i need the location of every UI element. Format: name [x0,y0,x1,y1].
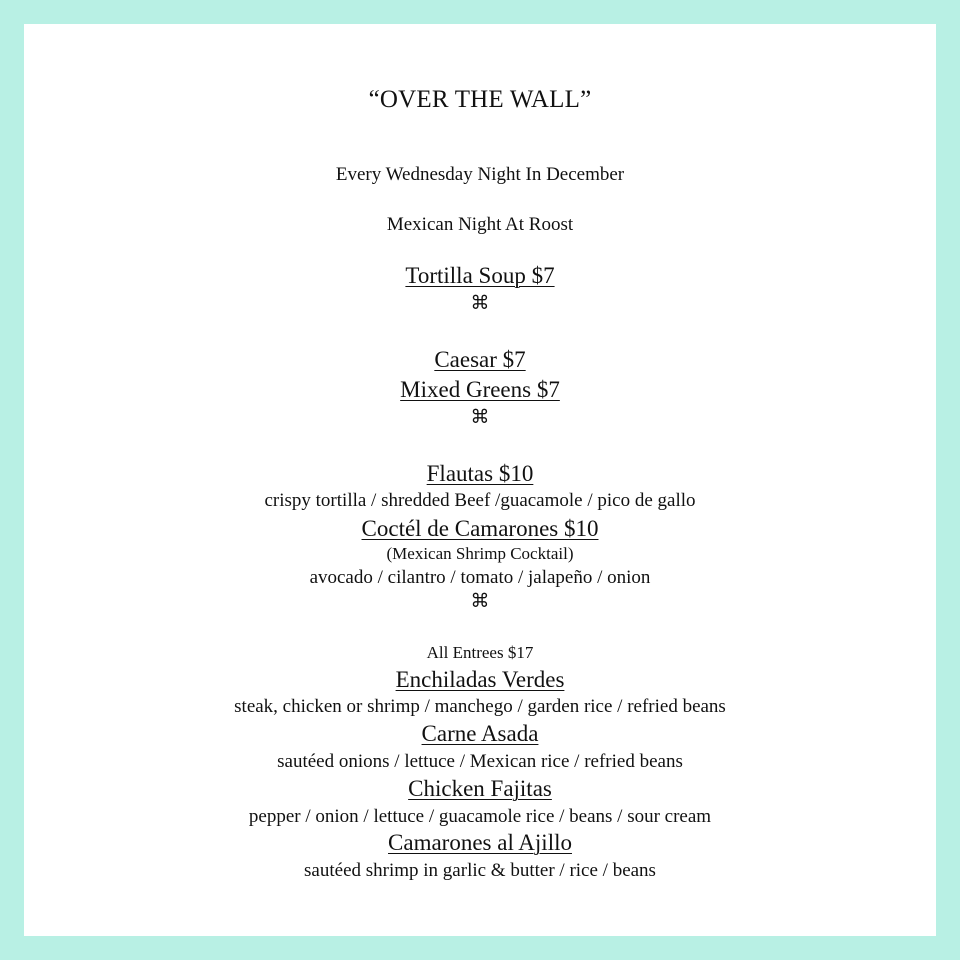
menu-item-carne-asada-description: sautéed onions / lettuce / Mexican rice / refried beans [277,751,683,772]
menu-item-camarones-description: sautéed shrimp in garlic & butter / rice / beans [304,860,656,881]
menu-subtitle-schedule: Every Wednesday Night In December [335,164,625,185]
menu-item-carne-asada: Carne Asada [421,721,539,746]
menu-card [24,24,936,936]
menu-item-coctel-note: (Mexican Shrimp Cocktail) [386,544,574,563]
menu-item-caesar: Caesar $7 [434,347,526,372]
menu-item-enchiladas: Enchiladas Verdes [395,667,565,692]
menu-item-enchiladas-description: steak, chicken or shrimp / manchego / garden rice / refried beans [234,696,726,717]
menu-item-coctel: Coctél de Camarones $10 [361,516,599,541]
menu-item-chicken-fajitas-description: pepper / onion / lettuce / guacamole rice / beans / sour cream [248,806,712,827]
menu-item-camarones: Camarones al Ajillo [388,830,572,855]
menu-item-tortilla-soup: Tortilla Soup $7 [405,263,555,288]
separator-icon: ⌘ [470,406,490,428]
entrees-header: All Entrees $17 [426,643,534,662]
menu-item-flautas: Flautas $10 [426,461,534,486]
menu-item-chicken-fajitas: Chicken Fajitas [408,776,552,801]
menu-subtitle-theme: Mexican Night At Roost [386,214,574,235]
separator-icon: ⌘ [470,590,490,612]
menu-title: “OVER THE WALL” [368,86,592,113]
separator-icon: ⌘ [470,292,490,314]
menu-item-flautas-description: crispy tortilla / shredded Beef /guacamole / pico de gallo [264,490,696,511]
menu-item-mixed-greens: Mixed Greens $7 [400,377,560,402]
menu-item-coctel-description: avocado / cilantro / tomato / jalapeño / onion [309,567,651,588]
